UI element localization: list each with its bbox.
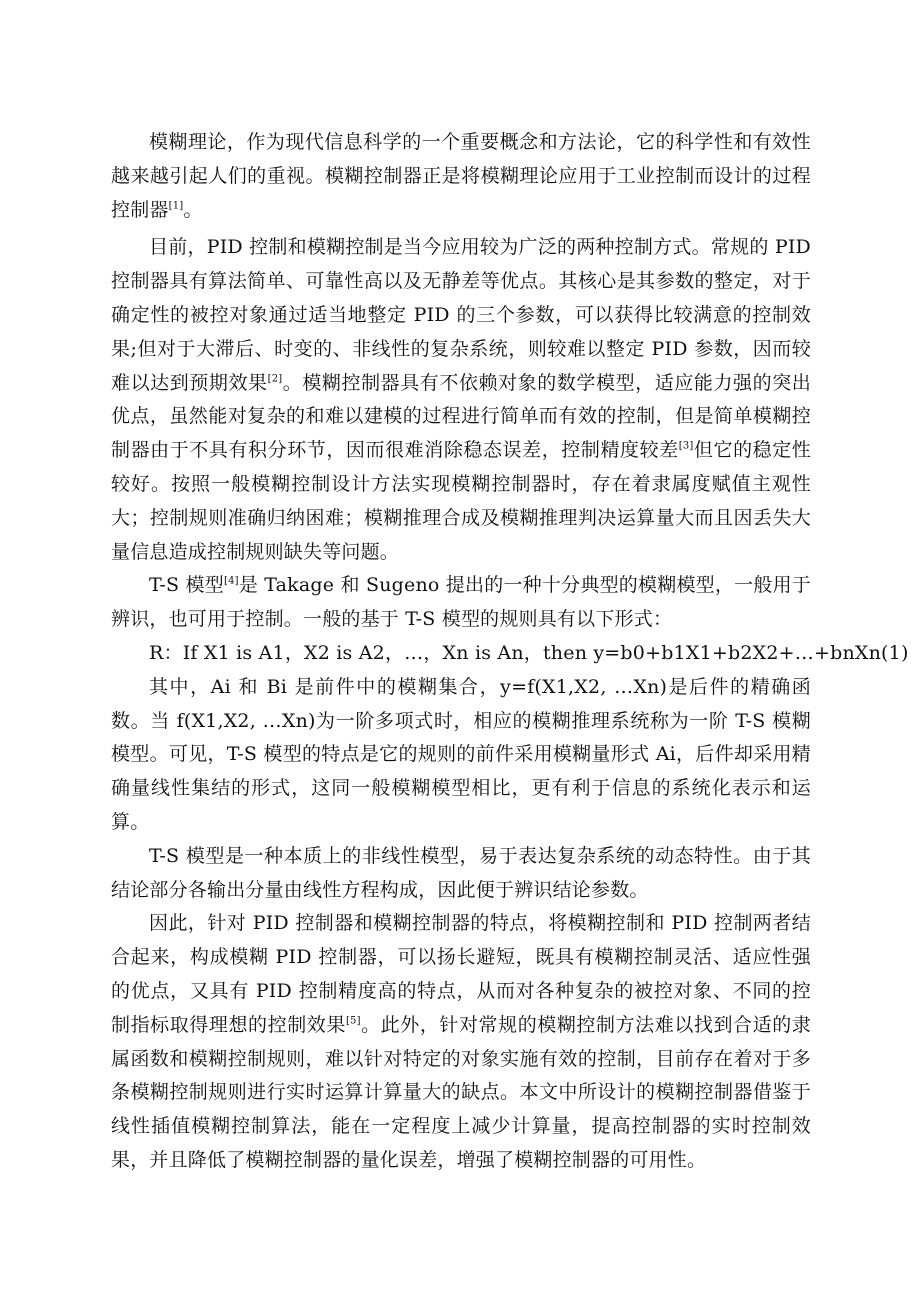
paragraph-4 <box>111 671 811 840</box>
citation-marker: [5] <box>345 1015 361 1027</box>
body-text <box>111 126 909 1178</box>
paragraph-1 <box>111 126 811 227</box>
paragraph-3 <box>111 569 811 637</box>
paragraph-text: 。此外，针对常规的模糊控制方法难以找到合适的隶属函数和模糊控制规则，难以针对特定的对象实施有效的控制，目前存在着对于多条模糊控制规则进行实时运算计算量大的缺点。本文中所设计的模糊控制器借鉴于线性插值模糊控制算法，能在一定程度上减少计算量，提高控制器的实时控制效果，并且降低了模糊控制器的量化误差，增强了模糊控制器的可用性。 <box>111 1013 811 1171</box>
paragraph-text: 。 <box>183 198 203 221</box>
paragraph-2 <box>111 231 811 569</box>
paragraph-text: 目前，PID 控制和模糊控制是当今应用较为广泛的两种控制方式。常规的 PID 控制器具有算法简单、可靠性高以及无静差等优点。其核心是其参数的整定，对于确定性的被控对象通过适当地整定 PID 的三个参数，可以获得比较满意的控制效果;但对于大滞后、时变的、非线性的复杂系统，则较难以整定 PID 参数，因而较难以达到预期效果 <box>111 236 811 394</box>
paragraph-text: T-S 模型 <box>149 574 224 597</box>
paragraph-text: 是 Takage 和 Sugeno 提出的一种十分典型的模糊模型，一般用于辨识，也可用于控制。一般的基于 T-S 模型的规则具有以下形式： <box>111 574 812 631</box>
paragraph-text: 因此，针对 PID 控制器和模糊控制器的特点，将模糊控制和 PID 控制两者结合起来，构成模糊 PID 控制器，可以扬长避短，既具有模糊控制灵活、适应性强的优点，又具有 PID 控制精度高的特点，从而对各种复杂的被控对象、不同的控制指标取得理想的控制效果 <box>111 912 811 1036</box>
equation-number: (1) <box>881 641 909 664</box>
paragraph-6 <box>111 907 811 1177</box>
paragraph-text: 。模糊控制器具有不依赖对象的数学模型，适应能力强的突出优点，虽然能对复杂的和难以建模的过程进行简单而有效的控制，但是简单模糊控制器由于不具有积分环节，因而很难消除稳态误差，控制精度较差 <box>111 371 811 462</box>
citation-marker: [4] <box>223 576 239 588</box>
paragraph-text: 其中，Ai 和 Bi 是前件中的模糊集合，y=f(X1,X2, …Xn)是后件的精确函数。当 f(X1,X2, …Xn)为一阶多项式时，相应的模糊推理系统称为一阶 T-S 模糊模型。可见，T-S 模型的特点是它的规则的前件采用模糊量形式 Ai，后件却采用精确量线性集结的形式，这同一般模糊模型相比，更有利于信息的系统化表示和运算。 <box>111 675 811 833</box>
citation-marker: [2] <box>267 373 283 385</box>
citation-marker: [3] <box>678 440 694 452</box>
citation-marker: [1] <box>168 200 184 212</box>
paragraph-text: 模糊理论，作为现代信息科学的一个重要概念和方法论，它的科学性和有效性越来越引起人们的重视。模糊控制器正是将模糊理论应用于工业控制而设计的过程控制器 <box>111 131 811 221</box>
paragraph-5 <box>111 840 811 908</box>
paragraph-text: T-S 模型是一种本质上的非线性模型，易于表达复杂系统的动态特性。由于其结论部分各输出分量由线性方程构成，因此便于辨识结论参数。 <box>111 844 811 901</box>
formula-text: R：If X1 is A1，X2 is A2，…，Xn is An，then y=b0+b1X1+b2X2+…+bnXn <box>149 641 882 664</box>
rule-formula <box>111 637 909 671</box>
paragraph-text: 但它的稳定性较好。按照一般模糊控制设计方法实现模糊控制器时，存在着隶属度赋值主观性大；控制规则准确归纳困难；模糊推理合成及模糊推理判决运算量大而且因丢失大量信息造成控制规则缺失等问题。 <box>111 439 811 563</box>
